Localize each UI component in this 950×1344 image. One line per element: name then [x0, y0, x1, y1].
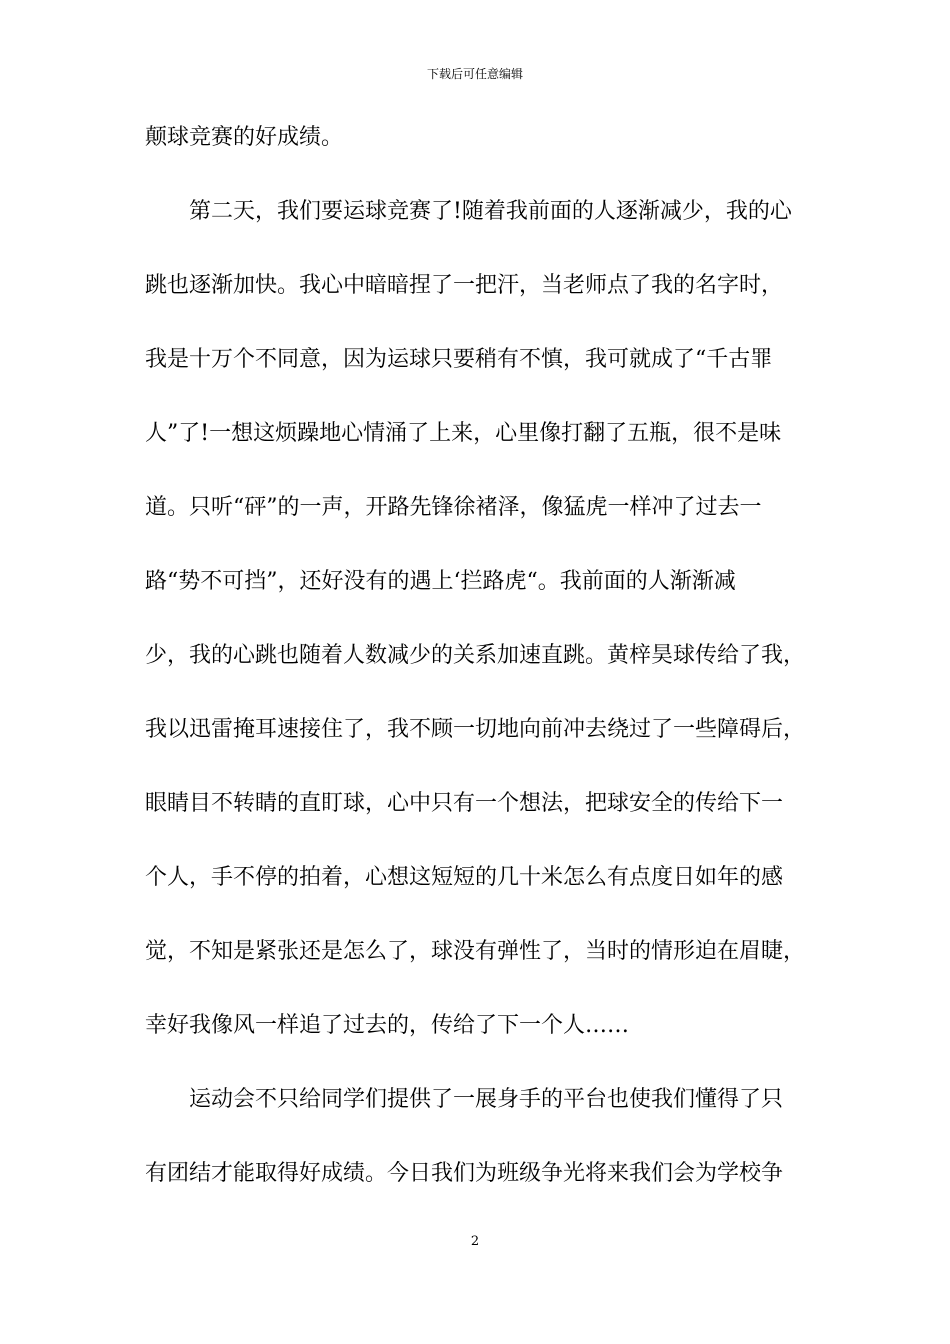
- text-line: 我以迅雷掩耳速接住了，我不顾一切地向前冲去绕过了一些障碍后，: [145, 717, 806, 742]
- text-line: 路“势不可挡”，还好没有的遇上‘拦路虎“。我前面的人渐渐减: [145, 569, 736, 594]
- text-line: 颠球竞赛的好成绩。: [145, 125, 344, 150]
- document-body: [145, 126, 825, 1236]
- paragraph-first-line: 运动会不只给同学们提供了一展身手的平台也使我们懂得了只: [189, 1087, 784, 1112]
- text-line: 幸好我像风一样追了过去的，传给了下一个人……: [145, 1013, 630, 1038]
- page-number: 2: [470, 1234, 480, 1249]
- text-line: 道。只听“砰”的一声，开路先锋徐褚泽，像猛虎一样冲了过去一: [145, 495, 762, 520]
- text-line: 个人，手不停的拍着，心想这短短的几十米怎么有点度日如年的感: [145, 865, 784, 890]
- paragraph-first-line: 第二天，我们要运球竞赛了!随着我前面的人逐渐减少，我的心: [189, 199, 792, 224]
- text-line: 觉，不知是紧张还是怎么了，球没有弹性了，当时的情形迫在眉睫，: [145, 939, 806, 964]
- text-line: 少，我的心跳也随着人数减少的关系加速直跳。黄梓昊球传给了我，: [145, 643, 806, 668]
- page-header: 下载后可任意编辑: [426, 67, 523, 81]
- text-line: 人”了!一想这烦躁地心情涌了上来，心里像打翻了五瓶，很不是味: [145, 421, 782, 446]
- text-line: 有团结才能取得好成绩。今日我们为班级争光将来我们会为学校争: [145, 1161, 784, 1186]
- text-line: 跳也逐渐加快。我心中暗暗捏了一把汗，当老师点了我的名字时，: [145, 273, 784, 298]
- text-line: 眼睛目不转睛的直盯球，心中只有一个想法，把球安全的传给下一: [145, 791, 784, 816]
- text-line: 我是十万个不同意，因为运球只要稍有不慎，我可就成了“千古罪: [145, 347, 773, 372]
